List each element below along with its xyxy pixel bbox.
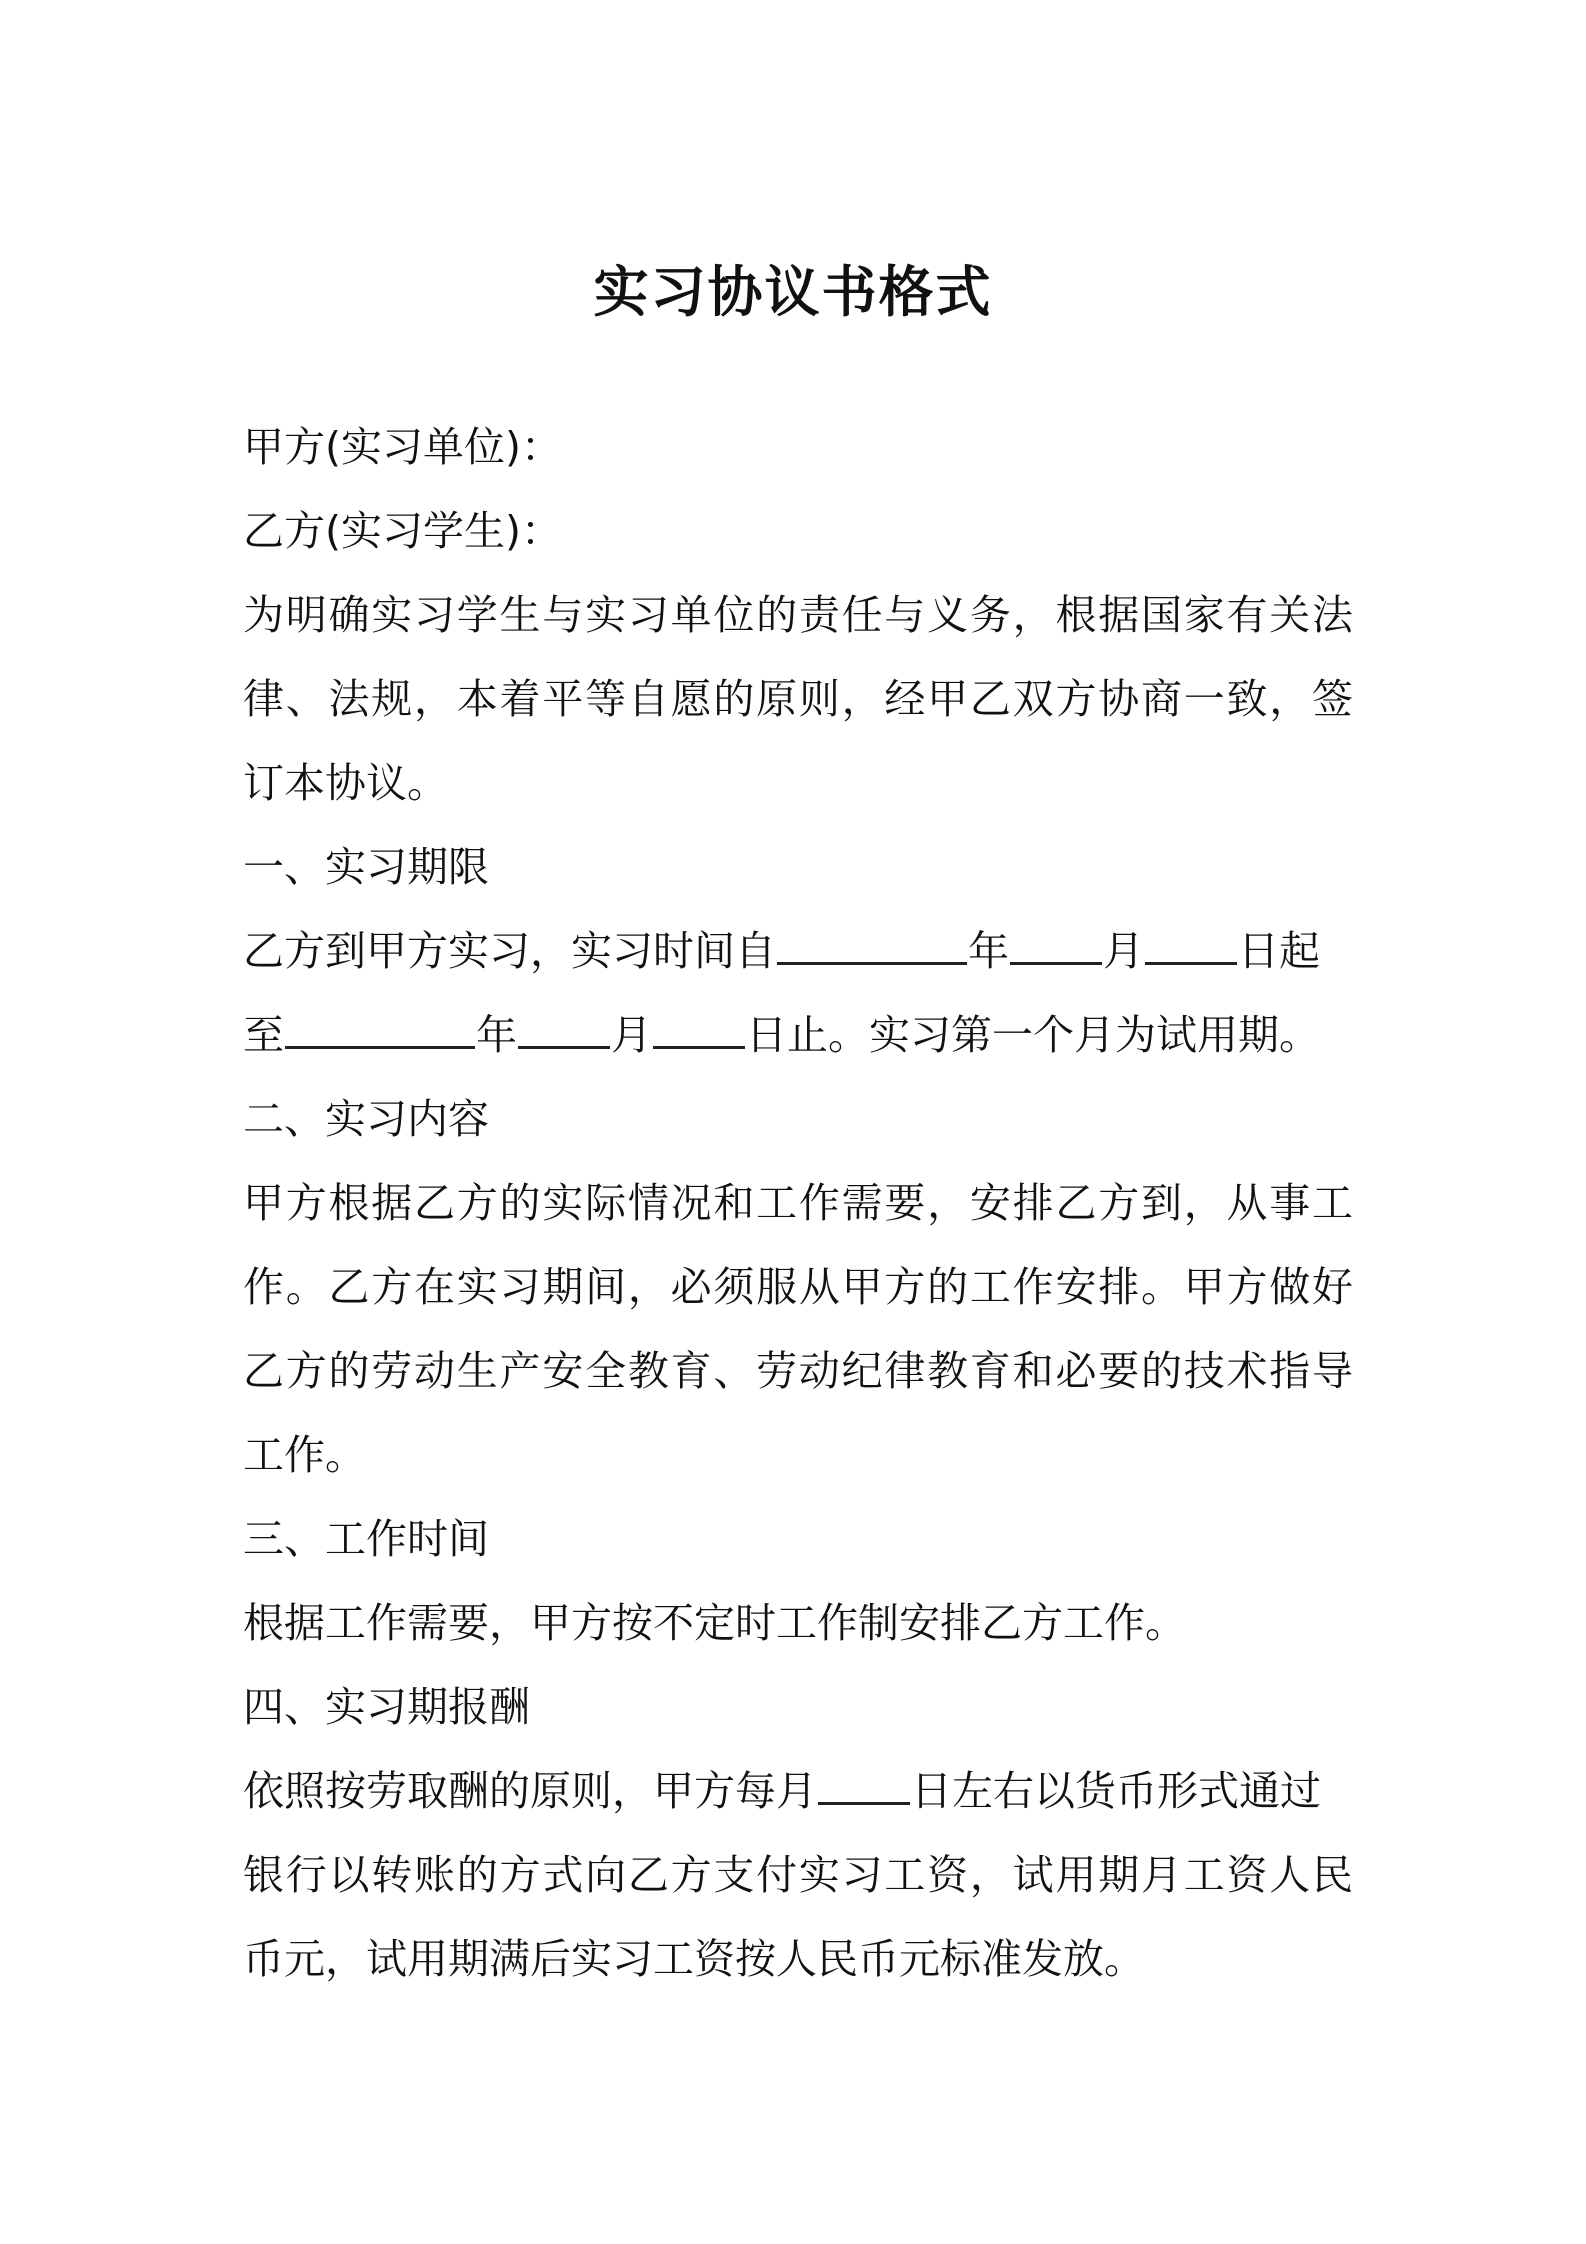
section-4-text: 依照按劳取酬的原则，甲方每月 — [243, 1767, 817, 1815]
year-label: 年 — [968, 927, 1009, 975]
until-label: 至 — [243, 1011, 284, 1059]
section-1-text: 乙方到甲方实习，实习时间自 — [243, 927, 776, 975]
section-4-line-1 — [243, 1749, 1353, 1833]
end-day-blank — [653, 1008, 745, 1049]
document-title: 实习协议书格式 — [593, 260, 993, 324]
section-4-line-2: 银行以转账的方式向乙方支付实习工资，试用期月工资人民 — [243, 1851, 1353, 1899]
section-2-line-1: 甲方根据乙方的实际情况和工作需要，安排乙方到，从事工 — [243, 1179, 1353, 1227]
section-1-line-1 — [243, 909, 1353, 993]
party-a-line: 甲方(实习单位)： — [243, 423, 562, 471]
start-day-blank — [1145, 924, 1237, 965]
pay-day-blank — [818, 1764, 910, 1805]
end-year-blank — [285, 1008, 475, 1049]
section-2-line-2: 作。乙方在实习期间，必须服从甲方的工作安排。甲方做好 — [243, 1263, 1353, 1311]
section-1-line-2 — [243, 993, 1353, 1077]
intro-line-3: 订本协议。 — [243, 759, 448, 807]
section-3-line-1: 根据工作需要，甲方按不定时工作制安排乙方工作。 — [243, 1599, 1186, 1647]
section-1-heading: 一、实习期限 — [243, 843, 489, 891]
start-month-blank — [1010, 924, 1102, 965]
section-4-text-cont: 日左右以货币形式通过 — [911, 1767, 1321, 1815]
section-2-heading: 二、实习内容 — [243, 1095, 489, 1143]
end-month-blank — [518, 1008, 610, 1049]
section-2-line-3: 乙方的劳动生产安全教育、劳动纪律教育和必要的技术指导 — [243, 1347, 1353, 1395]
day-end-label: 日止。实习第一个月为试用期。 — [746, 1011, 1320, 1059]
year-label: 年 — [476, 1011, 517, 1059]
section-4-heading: 四、实习期报酬 — [243, 1683, 530, 1731]
intro-line-2: 律、法规，本着平等自愿的原则，经甲乙双方协商一致，签 — [243, 675, 1353, 723]
month-label: 月 — [1103, 927, 1144, 975]
intro-line-1: 为明确实习学生与实习单位的责任与义务，根据国家有关法 — [243, 591, 1353, 639]
document-body — [243, 405, 1353, 2001]
section-2-line-4: 工作。 — [243, 1431, 366, 1479]
day-start-label: 日起 — [1238, 927, 1320, 975]
party-b-line: 乙方(实习学生)： — [243, 507, 562, 555]
month-label: 月 — [611, 1011, 652, 1059]
start-year-blank — [777, 924, 967, 965]
section-4-line-3: 币元，试用期满后实习工资按人民币元标准发放。 — [243, 1935, 1145, 1983]
section-3-heading: 三、工作时间 — [243, 1515, 489, 1563]
